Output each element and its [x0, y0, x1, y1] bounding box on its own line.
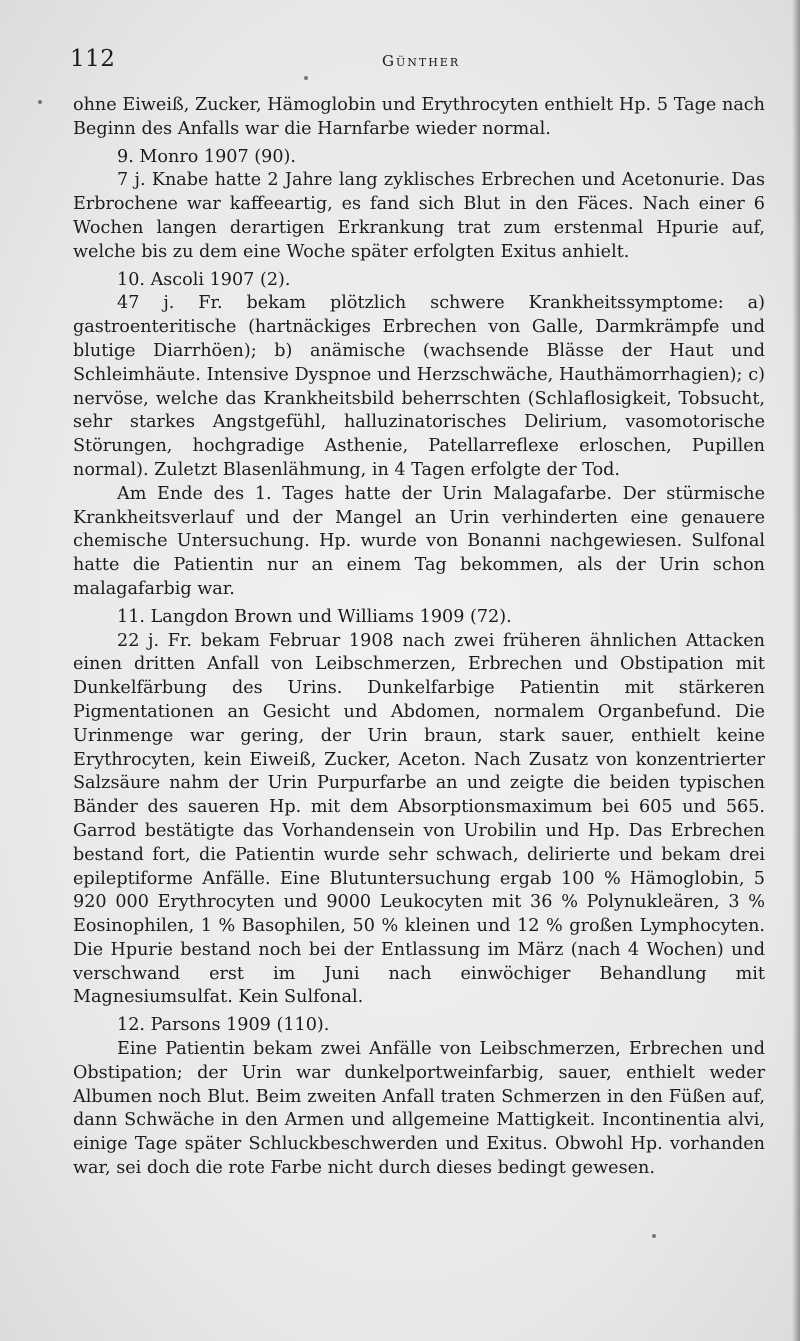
- case-heading-12: 12. Parsons 1909 (110).: [117, 1015, 330, 1036]
- case-text-11: 22 j. Fr. bekam Februar 1908 nach zwei früheren ähnlichen Attacken einen dritten Anfall von Leibschmerzen, Erbrechen und Obstipation mit Dunkelfärbung des Urins. Dunkelfarbige Patientin mit stärkeren Pigmentationen an Gesicht und Abdomen, normalem Organbefund. Die Urinmenge war gering, der Urin braun, stark sauer, enthielt keine Erythrocyten, kein Eiweiß, Zucker, Aceton. Nach Zusatz von konzentrierter Salzsäure nahm der Urin Purpurfarbe an und zeigte die beiden typischen Bänder des saueren Hp. mit dem Absorptionsmaximum bei 605 und 565. Garrod bestätigte das Vorhandensein von Urobilin und Hp. Das Erbrechen bestand fort, die Patientin wurde sehr schwach, delirierte und bekam drei epileptiforme Anfälle. Eine Blutuntersuchung ergab 100 % Hämoglobin, 5 920 000 Erythrocyten und 9000 Leukocyten mit 36 % Polynukleären, 3 % Eosinophilen, 1 % Basophilen, 50 % kleinen und 12 % großen Lymphocyten. Die Hpurie bestand noch bei der Entlassung im März (nach 4 Wochen) und verschwand erst im Juni nach einwöchiger Behandlung mit Magnesiumsulfat. Kein Sulfonal.: [73, 630, 765, 1008]
- speck-mark: [304, 76, 308, 80]
- page-header: [70, 46, 762, 76]
- case-heading-9: 9. Monro 1907 (90).: [117, 146, 296, 167]
- case-heading-11: 11. Langdon Brown und Williams 1909 (72).: [117, 606, 512, 627]
- case-text-12: Eine Patientin bekam zwei Anfälle von Leibschmerzen, Erbrechen und Obstipation; der Urin war dunkelportweinfarbig, sauer, enthielt weder Albumen noch Blut. Beim zweiten Anfall traten Schmerzen in den Füßen auf, dann Schwäche in den Armen und allgemeine Mattigkeit. Incontinentia alvi, einige Tage später Schluckbeschwerden und Exitus. Obwohl Hp. vorhanden war, sei doch die rote Farbe nicht durch dieses bedingt gewesen.: [73, 1039, 765, 1179]
- case-heading-10: 10. Ascoli 1907 (2).: [117, 269, 291, 290]
- body-text: [73, 94, 765, 1181]
- speck-mark: [652, 1234, 656, 1238]
- case-text-10: 47 j. Fr. bekam plötzlich schwere Krankheitssymptome: a) gastroenteritische (hartnäckiges Erbrechen von Galle, Darmkrämpfe und blutige Diarrhöen); b) anämische (wachsende Blässe der Haut und Schleimhäute. Intensive Dyspnoe und Herzschwäche, Hauthämorrhagien); c) nervöse, welche das Krankheitsbild beherrschten (Schlaflosigkeit, Tobsucht, sehr starkes Angstgefühl, halluzinatorisches Delirium, vasomotorische Störungen, hochgradige Asthenie, Patellarreflexe erloschen, Pupillen normal). Zuletzt Blasenlähmung, in 4 Tagen erfolgte der Tod.: [73, 293, 765, 480]
- page-number: 112: [70, 46, 116, 72]
- page-edge-shadow: [792, 0, 800, 1341]
- paragraph-continuation: ohne Eiweiß, Zucker, Hämoglobin und Erythrocyten enthielt Hp. 5 Tage nach Beginn des Anfalls war die Harnfarbe wieder normal.: [73, 95, 765, 139]
- speck-mark: [38, 100, 42, 104]
- running-head: Günther: [382, 52, 461, 70]
- case-text-9: 7 j. Knabe hatte 2 Jahre lang zyklisches Erbrechen und Acetonurie. Das Erbrochene war kaffeeartig, es fand sich Blut in den Fäces. Nach einer 6 Wochen langen derartigen Erkrankung trat zum erstenmal Hpurie auf, welche bis zu dem eine Woche später erfolgten Exitus anhielt.: [73, 170, 765, 262]
- case-text-10-note: Am Ende des 1. Tages hatte der Urin Malagafarbe. Der stürmische Krankheitsverlauf und der Mangel an Urin verhinderten eine genauere chemische Untersuchung. Hp. wurde von Bonanni nachgewiesen. Sulfonal hatte die Patientin nur an einem Tag bekommen, als der Urin schon malagafarbig war.: [73, 483, 765, 599]
